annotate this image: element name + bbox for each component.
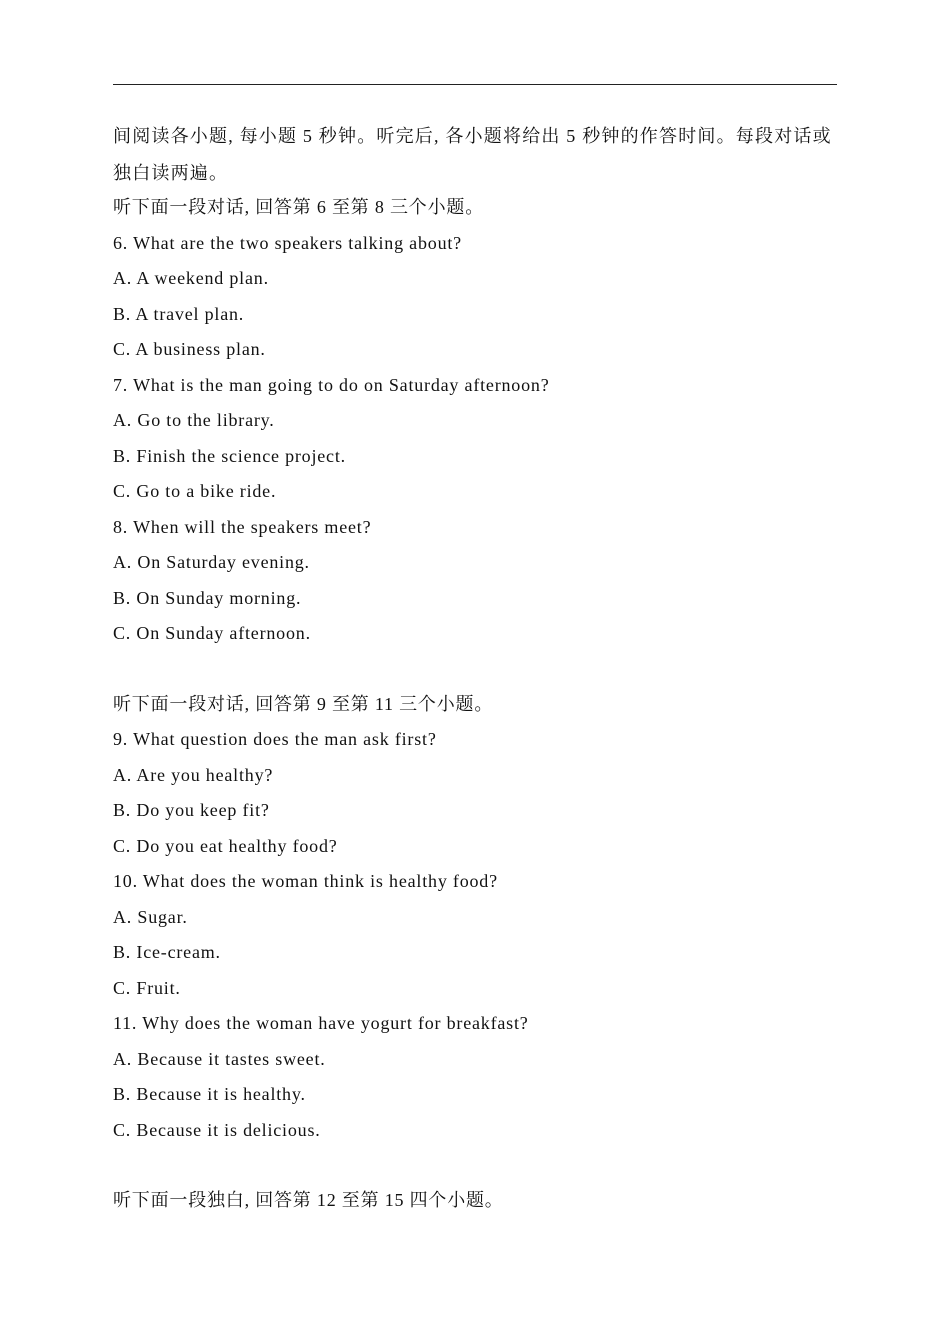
section-3 <box>113 1183 837 1219</box>
option-c: C. Do you eat healthy food? <box>113 835 338 856</box>
question-stem: 11. Why does the woman have yogurt for breakfast? <box>113 1013 529 1033</box>
question-stem: 9. What question does the man ask first? <box>113 729 437 749</box>
option-b: B. On Sunday morning. <box>113 587 302 608</box>
option-a: A. A weekend plan. <box>113 268 269 288</box>
option-b: B. Finish the science project. <box>113 445 346 466</box>
section-instruction: 听下面一段对话, 回答第 6 至第 8 三个小题。 <box>113 197 484 217</box>
section-instruction: 听下面一段独白, 回答第 12 至第 15 四个小题。 <box>113 1190 504 1210</box>
option-a: A. Go to the library. <box>113 410 275 430</box>
section-1 <box>113 190 837 652</box>
section-2 <box>113 687 837 1149</box>
question-stem: 8. When will the speakers meet? <box>113 516 372 537</box>
option-c: C. A business plan. <box>113 339 266 359</box>
option-b: B. Ice-cream. <box>113 942 221 962</box>
question-stem: 10. What does the woman think is healthy food? <box>113 871 498 891</box>
section-gap <box>113 1148 837 1183</box>
option-c: C. Go to a bike ride. <box>113 481 277 501</box>
option-b: B. Do you keep fit? <box>113 800 270 820</box>
option-b: B. Because it is healthy. <box>113 1084 306 1104</box>
section-gap <box>113 652 837 687</box>
option-c: C. Fruit. <box>113 977 181 998</box>
option-c: C. Because it is delicious. <box>113 1119 321 1140</box>
option-c: C. On Sunday afternoon. <box>113 623 311 643</box>
option-b: B. A travel plan. <box>113 303 245 324</box>
question-stem: 6. What are the two speakers talking about? <box>113 232 462 253</box>
header-rule <box>113 84 837 85</box>
option-a: A. Because it tastes sweet. <box>113 1048 326 1069</box>
question-stem: 7. What is the man going to do on Saturday afternoon? <box>113 374 550 395</box>
option-a: A. Are you healthy? <box>113 764 274 785</box>
option-a: A. On Saturday evening. <box>113 552 310 572</box>
option-a: A. Sugar. <box>113 906 188 927</box>
intro-paragraph: 间阅读各小题, 每小题 5 秒钟。听完后, 各小题将给出 5 秒钟的作答时间。每段对话或独白读两遍。 <box>113 126 832 183</box>
section-instruction: 听下面一段对话, 回答第 9 至第 11 三个小题。 <box>113 693 494 714</box>
page-content <box>113 118 837 1219</box>
